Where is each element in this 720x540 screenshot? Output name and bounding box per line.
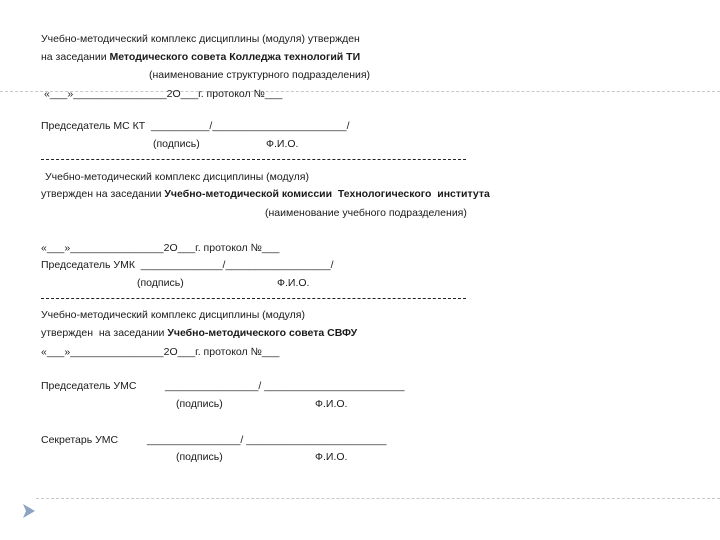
s1-chair-line: Председатель МС КТ __________/_______________________/ (41, 120, 350, 132)
s2-line2 (41, 188, 490, 201)
s3-secretary-fio-caption: Ф.И.О. (315, 451, 348, 463)
s2-fio-caption: Ф.И.О. (277, 277, 310, 289)
s3-chair-signature-caption: (подпись) (176, 398, 223, 410)
s3-chair-fio-caption: Ф.И.О. (315, 398, 348, 410)
s2-line2-text: утвержден на заседании (41, 188, 165, 200)
s3-chair-signature-lines: ________________/ ________________________ (165, 380, 405, 392)
s2-line1: Учебно-методический комплекс дисциплины (модуля) (45, 171, 309, 183)
s1-council-name: Методического совета Колледжа технологий ТИ (109, 51, 361, 63)
separator-2 (41, 298, 466, 299)
s3-secretary-signature-lines: ________________/ ________________________ (147, 434, 387, 446)
s2-commission-name: Учебно-методической комиссии Технологического института (164, 188, 490, 200)
s1-line2 (41, 51, 360, 64)
s1-unit-caption: (наименование структурного подразделения) (149, 69, 371, 81)
s1-fio-caption: Ф.И.О. (266, 138, 299, 150)
s1-signature-caption: (подпись) (153, 138, 200, 150)
s1-line2-text: на заседании (41, 51, 110, 63)
s3-secretary-label: Секретарь УМС (41, 434, 119, 446)
s3-line2-text: утвержден на заседании (41, 327, 168, 339)
bullet-arrow-icon (22, 503, 36, 519)
slide-rule-bottom (36, 498, 720, 499)
s3-line1: Учебно-методический комплекс дисциплины (модуля) (41, 309, 305, 321)
s2-unit-caption: (наименование учебного подразделения) (265, 207, 467, 219)
s2-chair-line: Председатель УМК ______________/__________________/ (41, 259, 334, 271)
s2-protocol-line: «___»________________2О___г. протокол №___ (41, 242, 280, 254)
s3-council-name: Учебно-методического совета СВФУ (167, 327, 358, 339)
s3-chair-label: Председатель УМС (41, 380, 137, 392)
s1-line1: Учебно-методический комплекс дисциплины (модуля) утвержден (41, 33, 360, 45)
s2-signature-caption: (подпись) (137, 277, 184, 289)
s1-protocol-line: «___»________________2О___г. протокол №___ (44, 88, 283, 100)
separator-1 (41, 159, 466, 160)
s3-line2 (41, 327, 357, 340)
s3-secretary-signature-caption: (подпись) (176, 451, 223, 463)
s3-protocol-line: «___»________________2О___г. протокол №___ (41, 346, 280, 358)
